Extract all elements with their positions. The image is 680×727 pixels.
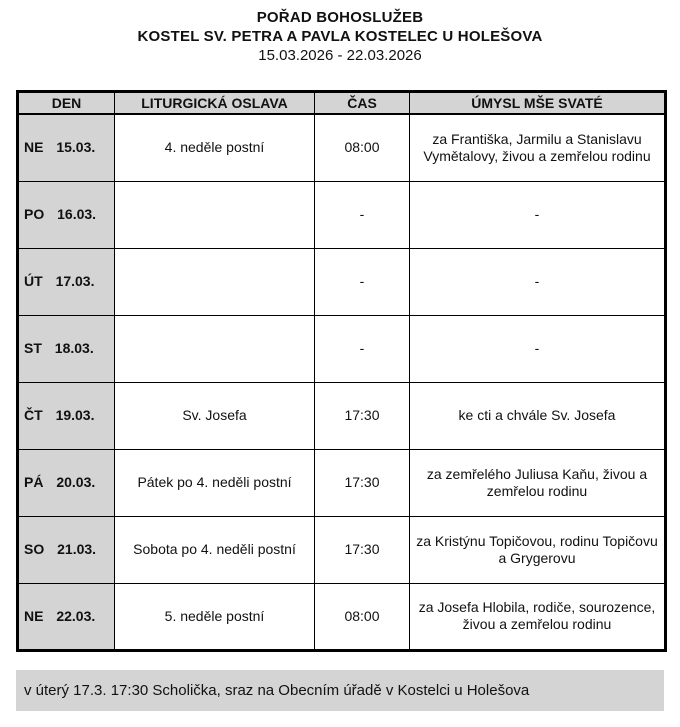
table-row bbox=[18, 114, 666, 181]
day-date: 18.03. bbox=[54, 340, 94, 356]
column-header-intention: ÚMYSL MŠE SVATÉ bbox=[410, 92, 666, 115]
day-abbreviation: NE bbox=[24, 139, 44, 156]
day-cell bbox=[18, 382, 115, 449]
column-header-time: ČAS bbox=[315, 92, 410, 115]
table-row bbox=[18, 516, 666, 583]
celebration-cell bbox=[115, 248, 315, 315]
day-date: 20.03. bbox=[56, 474, 96, 490]
day-date: 15.03. bbox=[56, 139, 96, 156]
day-abbreviation: PO bbox=[24, 206, 45, 222]
day-date: 21.03. bbox=[57, 541, 97, 557]
intention-cell: - bbox=[410, 181, 666, 248]
day-cell bbox=[18, 181, 115, 248]
celebration-cell: Pátek po 4. neděli postní bbox=[115, 449, 315, 516]
celebration-cell bbox=[115, 181, 315, 248]
intention-cell: za Josefa Hlobila, rodiče, sourozence, živou a zemřelou rodinu bbox=[410, 583, 666, 650]
table-row bbox=[18, 583, 666, 650]
celebration-cell: 4. neděle postní bbox=[115, 114, 315, 181]
time-cell: 17:30 bbox=[315, 382, 410, 449]
day-cell bbox=[18, 248, 115, 315]
table-row bbox=[18, 382, 666, 449]
date-range: 15.03.2026 - 22.03.2026 bbox=[258, 47, 422, 64]
intention-cell: - bbox=[410, 315, 666, 382]
celebration-cell bbox=[115, 315, 315, 382]
day-abbreviation: NE bbox=[24, 607, 44, 624]
intention-cell: - bbox=[410, 248, 666, 315]
day-date: 16.03. bbox=[57, 206, 97, 222]
table-row bbox=[18, 449, 666, 516]
time-cell: 08:00 bbox=[315, 114, 410, 181]
table-header-row bbox=[18, 92, 666, 115]
day-abbreviation: ČT bbox=[24, 407, 43, 423]
day-cell bbox=[18, 516, 115, 583]
time-cell: - bbox=[315, 315, 410, 382]
column-header-day: DEN bbox=[18, 92, 115, 115]
intention-cell: ke cti a chvále Sv. Josefa bbox=[410, 382, 666, 449]
day-date: 22.03. bbox=[56, 607, 96, 624]
table-row bbox=[18, 315, 666, 382]
page-title: POŘAD BOHOSLUŽEB bbox=[256, 9, 424, 26]
day-cell bbox=[18, 114, 115, 181]
day-date: 19.03. bbox=[55, 407, 95, 423]
intention-cell: za zemřelého Juliusa Kaňu, živou a zemřelou rodinu bbox=[410, 449, 666, 516]
table-row bbox=[18, 181, 666, 248]
footer-note-text: v úterý 17.3. 17:30 Scholička, sraz na Obecním úřadě v Kostelci u Holešova bbox=[24, 682, 530, 699]
day-date: 17.03. bbox=[55, 273, 95, 289]
time-cell: 17:30 bbox=[315, 516, 410, 583]
intention-cell: za Kristýnu Topičovou, rodinu Topičovu a Grygerovu bbox=[410, 516, 666, 583]
celebration-cell: Sobota po 4. neděli postní bbox=[115, 516, 315, 583]
day-abbreviation: PÁ bbox=[24, 474, 44, 490]
column-header-celebration: LITURGICKÁ OSLAVA bbox=[115, 92, 315, 115]
day-cell bbox=[18, 315, 115, 382]
mass-schedule-table bbox=[16, 90, 667, 652]
time-cell: - bbox=[315, 248, 410, 315]
celebration-cell: 5. neděle postní bbox=[115, 583, 315, 650]
day-cell bbox=[18, 449, 115, 516]
day-cell bbox=[18, 583, 115, 650]
time-cell: - bbox=[315, 181, 410, 248]
celebration-cell: Sv. Josefa bbox=[115, 382, 315, 449]
document-header bbox=[0, 0, 680, 65]
day-abbreviation: ST bbox=[24, 340, 42, 356]
footer-note-bar bbox=[16, 670, 664, 711]
page-subtitle: KOSTEL SV. PETRA A PAVLA KOSTELEC U HOLEŠOVA bbox=[137, 28, 543, 45]
table-row bbox=[18, 248, 666, 315]
time-cell: 17:30 bbox=[315, 449, 410, 516]
intention-cell: za Františka, Jarmilu a Stanislavu Vymětalovy, živou a zemřelou rodinu bbox=[410, 114, 666, 181]
time-cell: 08:00 bbox=[315, 583, 410, 650]
day-abbreviation: ÚT bbox=[24, 273, 43, 289]
day-abbreviation: SO bbox=[24, 541, 45, 557]
